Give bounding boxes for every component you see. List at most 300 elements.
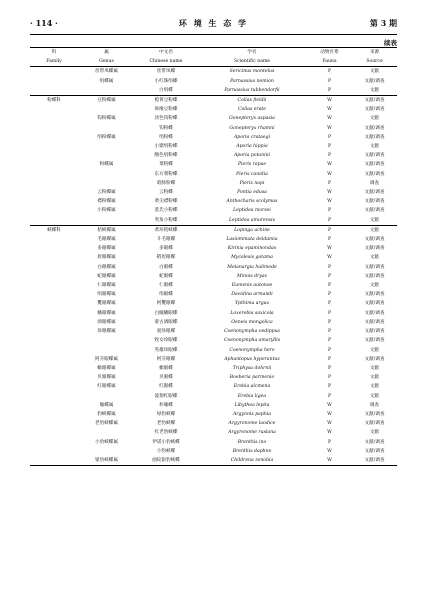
col-source-cn: 来源 xyxy=(352,48,397,58)
table-row xyxy=(30,364,397,373)
fauna-cell: P xyxy=(327,78,332,84)
scientific-name-cell: Melanargia halimede xyxy=(227,264,277,270)
family-cell xyxy=(30,327,78,336)
fauna-cell: P xyxy=(327,384,332,390)
scientific-name-cell: Pieris canidia xyxy=(236,171,268,177)
genus-cell: 襟粉蝶属 xyxy=(97,199,116,205)
source-cell: 文献/调查 xyxy=(364,319,385,325)
source-cell: 文献 xyxy=(369,365,380,371)
genus-cell: 矍眼蝶属 xyxy=(97,301,116,307)
genus-cell xyxy=(78,346,135,355)
chinese-name-cell: 红老豹蛱蝶 xyxy=(154,430,178,436)
scientific-name-cell: Gonepteryx rhamni xyxy=(229,125,275,131)
source-cell: 文献/调查 xyxy=(364,162,385,168)
table-row xyxy=(30,299,397,308)
genus-cell: 小豹蛱蝶属 xyxy=(95,439,118,445)
chinese-name-cell: 淡色钩粉蝶 xyxy=(154,116,178,122)
fauna-cell: P xyxy=(327,283,332,289)
chinese-name-cell: 阿芬眼蝶 xyxy=(156,356,176,362)
scientific-name-cell: Coenonympha amaryllis xyxy=(223,338,281,344)
family-cell xyxy=(30,206,78,215)
family-cell xyxy=(30,179,78,188)
genus-cell: 银豹蛱蝶属 xyxy=(78,456,135,466)
fauna-cell: W xyxy=(307,456,352,466)
table-row xyxy=(30,179,397,188)
genus-cell: 眉眼蝶属 xyxy=(97,255,116,261)
scientific-name-cell: Erebia alcmena xyxy=(233,384,271,390)
col-chinese-name-cn: 中文名 xyxy=(135,48,197,58)
chinese-name-cell: 英雄珍眼蝶 xyxy=(154,347,178,353)
genus-cell: 珍眼蝶属 xyxy=(97,329,116,335)
source-cell: 文献/调查 xyxy=(364,421,385,427)
chinese-name-cell: 仁眼蝶 xyxy=(159,283,173,289)
family-cell xyxy=(30,318,78,327)
table-row xyxy=(30,272,397,281)
table-row xyxy=(30,133,397,142)
genus-cell: 蟠眼蝶属 xyxy=(97,310,116,316)
source-cell: 文献/调查 xyxy=(364,134,385,140)
chinese-name-cell: 菜粉蝶 xyxy=(159,162,173,168)
genus-cell: 贝眼蝶属 xyxy=(97,375,116,381)
fauna-cell: W xyxy=(327,402,332,408)
scientific-name-cell: Lopinga achine xyxy=(197,225,307,235)
table-row xyxy=(30,336,397,345)
genus-cell xyxy=(78,142,135,151)
fauna-cell: W xyxy=(327,430,332,436)
chinese-name-cell: 绢眼蝶 xyxy=(159,292,173,298)
genus-cell: 蟾眼蝶属 xyxy=(97,365,116,371)
source-cell: 文献 xyxy=(369,87,380,93)
family-cell xyxy=(30,151,78,160)
source-cell: 文献/调查 xyxy=(364,125,385,131)
table-row xyxy=(30,346,397,355)
chinese-name-cell: 橙黄豆粉蝶 xyxy=(135,96,197,106)
chinese-name-cell: 绿豹蛱蝶 xyxy=(156,411,176,417)
scientific-name-cell: Minois dryas xyxy=(236,273,267,279)
source-cell: 文献 xyxy=(369,430,380,436)
genus-cell: 钩粉蝶属 xyxy=(97,116,116,122)
genus-cell xyxy=(78,392,135,401)
table-row xyxy=(30,373,397,382)
scientific-name-cell: Brenthis ino xyxy=(237,439,267,445)
source-cell: 文献/调查 xyxy=(364,78,385,84)
fauna-cell: W xyxy=(327,107,332,113)
table-row xyxy=(30,281,397,290)
chinese-name-cell: 暗脉粉蝶 xyxy=(156,180,176,186)
source-cell: 文献/调查 xyxy=(364,310,385,316)
scientific-name-cell: Aporia potanini xyxy=(233,153,271,159)
genus-cell: 红眼蝶属 xyxy=(97,384,116,390)
scientific-name-cell: Davidina armandi xyxy=(231,292,273,298)
scientific-name-cell: Parnassius tubbendorfii xyxy=(224,87,280,93)
family-cell xyxy=(30,124,78,133)
fauna-cell: P xyxy=(327,134,332,140)
scientific-name-cell: Brenthis daphne xyxy=(232,448,272,454)
genus-cell: 绢蝶属 xyxy=(99,78,114,84)
scientific-name-cell: Aporia crataegi xyxy=(233,134,271,140)
table-row xyxy=(30,197,397,206)
scientific-name-cell: Boeberia parmenio xyxy=(229,375,275,381)
fauna-cell: W xyxy=(327,125,332,131)
col-family-cn: 科 xyxy=(30,48,78,58)
scientific-name-cell: Argyronome ruslana xyxy=(228,430,276,436)
fauna-cell: P xyxy=(327,338,332,344)
chinese-name-cell: 小檗绢粉蝶 xyxy=(154,144,178,150)
chinese-name-cell: 老豹蛱蝶 xyxy=(156,421,176,427)
source-cell: 文献 xyxy=(369,375,380,381)
family-cell: 蛱蝶科 xyxy=(30,225,78,235)
table-row xyxy=(30,142,397,151)
scientific-name-cell: Erebia ligea xyxy=(237,393,267,399)
col-source-en: Source xyxy=(352,57,397,67)
scientific-name-cell: Coenonympha oedippus xyxy=(224,329,280,335)
chinese-name-cell: 小豹蛱蝶 xyxy=(156,448,176,454)
table-row xyxy=(30,67,397,77)
table-row xyxy=(30,419,397,428)
source-cell: 文献/调查 xyxy=(364,448,385,454)
fauna-cell: W xyxy=(327,255,332,261)
genus-cell xyxy=(78,151,135,160)
fauna-cell: W xyxy=(327,190,332,196)
scientific-name-cell: Lasiommata deidamia xyxy=(226,237,278,243)
fauna-cell: P xyxy=(327,153,332,159)
fauna-cell: W xyxy=(327,171,332,177)
scientific-name-cell: Kirinia epaminondas xyxy=(227,246,277,252)
fauna-cell: W xyxy=(327,448,332,454)
family-cell xyxy=(30,188,78,197)
table-row xyxy=(30,456,397,466)
fauna-cell: P xyxy=(327,439,332,445)
chinese-name-cell: 东方菜粉蝶 xyxy=(154,171,178,177)
scientific-name-cell: Parnassius nomion xyxy=(230,78,274,84)
genus-cell: 绢眼蝶属 xyxy=(97,292,116,298)
scientific-name-cell: Loxerebia saxicola xyxy=(230,310,274,316)
table-row xyxy=(30,124,397,133)
genus-cell: 蛇眼蝶属 xyxy=(97,273,116,279)
scientific-name-cell: Argyronome laodice xyxy=(228,421,276,427)
family-cell xyxy=(30,410,78,419)
family-cell xyxy=(30,392,78,401)
family-cell xyxy=(30,114,78,123)
chinese-name-cell: 小红珠绢蝶 xyxy=(154,78,178,84)
source-cell: 文献/调查 xyxy=(352,456,397,466)
header-rule xyxy=(30,34,397,35)
family-cell: 粉蝶科 xyxy=(30,96,78,106)
fauna-cell: P xyxy=(327,144,332,150)
genus-cell: 老豹蛱蝶属 xyxy=(95,421,118,427)
chinese-name-cell: 黄环秸蛱蝶 xyxy=(135,225,197,235)
scientific-name-cell: Sericinus montelus xyxy=(229,69,275,75)
family-cell xyxy=(30,86,78,96)
family-cell xyxy=(30,382,78,391)
fauna-cell: W xyxy=(327,246,332,252)
family-cell xyxy=(30,438,78,447)
family-cell xyxy=(30,428,78,437)
source-cell: 文献/调查 xyxy=(364,153,385,159)
fauna-cell: P xyxy=(307,225,352,235)
col-genus-cn: 属 xyxy=(78,48,135,58)
table-row xyxy=(30,438,397,447)
scientific-name-cell: Coenonympha hero xyxy=(229,347,275,353)
fauna-cell: W xyxy=(327,411,332,417)
family-cell xyxy=(30,281,78,290)
chinese-name-cell: 斗毛眼蝶 xyxy=(156,237,176,243)
chinese-name-cell: 波翅红眼蝶 xyxy=(154,393,178,399)
source-cell: 文献/调查 xyxy=(364,338,385,344)
source-cell: 文献 xyxy=(369,255,380,261)
scientific-name-cell: Triphysa dohrnii xyxy=(232,365,272,371)
genus-cell: 喙蝶属 xyxy=(99,402,114,408)
col-family-en: Family xyxy=(30,57,78,67)
source-cell: 文献 xyxy=(369,347,380,353)
chinese-name-cell: 蟾眼蝶 xyxy=(159,365,173,371)
chinese-name-cell: 曲纹银豹蛱蝶 xyxy=(135,456,197,466)
fauna-cell: W xyxy=(327,162,332,168)
scientific-name-cell: Childrena zenobia xyxy=(197,456,307,466)
scientific-name-cell: Ypthima argus xyxy=(235,301,269,307)
scientific-name-cell: Pontia edusa xyxy=(237,190,267,196)
table-row xyxy=(30,263,397,272)
source-cell: 文献 xyxy=(369,69,380,75)
genus-cell: 豹蛱蝶属 xyxy=(97,411,116,417)
fauna-cell: P xyxy=(327,273,332,279)
table-row xyxy=(30,206,397,215)
family-cell xyxy=(30,160,78,169)
genus-cell: 小粉蝶属 xyxy=(97,208,116,214)
source-cell: 调查 xyxy=(369,402,380,408)
table-row xyxy=(30,188,397,197)
family-cell xyxy=(30,272,78,281)
fauna-cell: P xyxy=(327,69,332,75)
scientific-name-cell: Argynnis paphia xyxy=(232,411,272,417)
chinese-name-cell: 稻眉眼蝶 xyxy=(156,255,176,261)
table-row xyxy=(30,428,397,437)
source-cell: 文献 xyxy=(369,393,380,399)
chinese-name-cell: 钩粉蝶 xyxy=(159,125,173,131)
family-cell xyxy=(30,263,78,272)
fauna-cell: P xyxy=(327,237,332,243)
family-cell xyxy=(30,456,78,466)
header-row-en xyxy=(30,57,397,67)
scientific-name-cell: Gonepteryx aspasia xyxy=(229,116,275,122)
family-cell xyxy=(30,244,78,253)
table-row xyxy=(30,151,397,160)
source-cell: 文献 xyxy=(369,116,380,122)
table-row xyxy=(30,96,397,106)
family-cell xyxy=(30,77,78,86)
scientific-name-cell: Colias fieldii xyxy=(197,96,307,106)
table-row xyxy=(30,447,397,456)
issue-number: 第 3 期 xyxy=(369,18,397,28)
scientific-name-cell: Leptidea morsei xyxy=(233,208,271,214)
table-row xyxy=(30,290,397,299)
genus-cell: 阿芬眼蝶属 xyxy=(95,356,118,362)
genus-cell: 丝带凤蝶属 xyxy=(95,69,118,75)
scientific-name-cell: Leptidea amurensis xyxy=(229,217,275,223)
fauna-cell: W xyxy=(327,116,332,122)
scientific-name-cell: Aporia hippia xyxy=(236,144,268,150)
table-row xyxy=(30,401,397,410)
genus-cell xyxy=(78,447,135,456)
source-cell: 文献/调查 xyxy=(364,292,385,298)
genus-cell xyxy=(78,428,135,437)
table-row xyxy=(30,244,397,253)
fauna-cell: P xyxy=(327,180,332,186)
col-scientific-name-cn: 学名 xyxy=(197,48,307,58)
source-cell: 文献/调查 xyxy=(364,439,385,445)
chinese-name-cell: 黄尖襟粉蝶 xyxy=(154,199,178,205)
table-row xyxy=(30,253,397,262)
source-cell: 文献/调查 xyxy=(364,264,385,270)
chinese-name-cell: 朴喙蝶 xyxy=(159,402,173,408)
scientific-name-cell: Pieris rapae xyxy=(237,162,267,168)
family-cell xyxy=(30,105,78,114)
genus-cell: 秸蛱蝶属 xyxy=(78,225,135,235)
fauna-cell: P xyxy=(327,87,332,93)
chinese-name-cell: 酪色绢粉蝶 xyxy=(154,153,178,159)
scientific-name-cell: Aphantopus hyperantus xyxy=(224,356,280,362)
table-continued-label: 续表 xyxy=(384,39,397,47)
chinese-name-cell: 斑缘豆粉蝶 xyxy=(154,107,178,113)
scientific-name-cell: Libythea lepita xyxy=(234,402,270,408)
fauna-cell: P xyxy=(327,292,332,298)
family-cell xyxy=(30,142,78,151)
scientific-name-cell: Anthocharis scolymus xyxy=(226,199,278,205)
fauna-cell: P xyxy=(327,329,332,335)
source-cell: 文献 xyxy=(369,384,380,390)
col-fauna-en: Fauna xyxy=(307,57,352,67)
fauna-cell: W xyxy=(327,421,332,427)
chinese-name-cell: 多眼蝶 xyxy=(159,246,173,252)
genus-cell: 酒眼蝶属 xyxy=(97,319,116,325)
table-row xyxy=(30,160,397,169)
genus-cell: 毛眼蝶属 xyxy=(97,237,116,243)
source-cell: 文献/调查 xyxy=(364,246,385,252)
table-row xyxy=(30,225,397,235)
family-cell xyxy=(30,346,78,355)
family-cell xyxy=(30,235,78,244)
family-cell xyxy=(30,364,78,373)
fauna-cell: P xyxy=(327,347,332,353)
table-row xyxy=(30,410,397,419)
chinese-name-cell: 牧女珍眼蝶 xyxy=(154,338,178,344)
genus-cell: 多眼蝶属 xyxy=(97,246,116,252)
table-body xyxy=(30,67,397,466)
family-cell xyxy=(30,447,78,456)
table-row xyxy=(30,170,397,179)
chinese-name-cell: 爱珍眼蝶 xyxy=(156,329,176,335)
fauna-cell: P xyxy=(327,319,332,325)
fauna-cell: P xyxy=(327,301,332,307)
chinese-name-cell: 突角小粉蝶 xyxy=(154,217,178,223)
family-cell xyxy=(30,401,78,410)
scientific-name-cell: Oeneis mongolica xyxy=(231,319,273,325)
genus-cell xyxy=(78,336,135,345)
running-header xyxy=(30,18,397,32)
fauna-cell: P xyxy=(327,365,332,371)
table-row xyxy=(30,105,397,114)
genus-cell xyxy=(78,216,135,226)
genus-cell: 豆粉蝶属 xyxy=(78,96,135,106)
fauna-cell: W xyxy=(327,199,332,205)
chinese-name-cell: 丝带凤蝶 xyxy=(156,69,176,75)
chinese-name-cell: 蒙古酒眼蝶 xyxy=(154,319,178,325)
table-row xyxy=(30,382,397,391)
journal-title: 环 境 生 态 学 xyxy=(178,18,249,28)
fauna-cell: P xyxy=(327,375,332,381)
family-cell xyxy=(30,197,78,206)
chinese-name-cell: 阿矍眼蝶 xyxy=(156,301,176,307)
table-row xyxy=(30,355,397,364)
genus-cell xyxy=(78,124,135,133)
source-cell: 文献/调查 xyxy=(364,199,385,205)
fauna-cell: P xyxy=(327,393,332,399)
scientific-name-cell: Pieris napi xyxy=(239,180,265,186)
table-row xyxy=(30,318,397,327)
page-number: · 114 · xyxy=(30,18,58,28)
source-cell: 文献/调查 xyxy=(352,96,397,106)
family-cell xyxy=(30,299,78,308)
chinese-name-cell: 白绢蝶 xyxy=(159,87,173,93)
header-row-cn xyxy=(30,48,397,58)
fauna-cell: P xyxy=(327,264,332,270)
source-cell: 文献/调查 xyxy=(364,329,385,335)
chinese-name-cell: 白瞳蟠眼蝶 xyxy=(154,310,178,316)
genus-cell xyxy=(78,86,135,96)
source-cell: 文献/调查 xyxy=(364,107,385,113)
family-cell xyxy=(30,133,78,142)
family-cell xyxy=(30,170,78,179)
chinese-name-cell: 贝眼蝶 xyxy=(159,375,173,381)
col-scientific-name-en: Scientific name xyxy=(197,57,307,67)
fauna-cell: P xyxy=(327,217,332,223)
chinese-name-cell: 红眼蝶 xyxy=(159,384,173,390)
genus-cell: 粉蝶属 xyxy=(99,162,114,168)
source-cell: 文献/调查 xyxy=(364,237,385,243)
genus-cell: 绢粉蝶属 xyxy=(97,134,116,140)
source-cell: 文献 xyxy=(369,283,380,289)
family-cell xyxy=(30,253,78,262)
table-row xyxy=(30,235,397,244)
chinese-name-cell: 伊诺小豹蛱蝶 xyxy=(152,439,180,445)
chinese-name-cell: 莫氏小粉蝶 xyxy=(154,208,178,214)
family-cell xyxy=(30,355,78,364)
source-cell: 文献/调查 xyxy=(364,190,385,196)
genus-cell: 仁眼蝶属 xyxy=(97,283,116,289)
species-table xyxy=(30,47,397,466)
table-row xyxy=(30,216,397,226)
scientific-name-cell: Mycalesis gotama xyxy=(231,255,273,261)
fauna-cell: P xyxy=(327,208,332,214)
genus-cell: 白眼蝶属 xyxy=(97,264,116,270)
scientific-name-cell: Eumenis autonoe xyxy=(231,283,273,289)
family-cell xyxy=(30,309,78,318)
source-cell: 文献/调查 xyxy=(364,411,385,417)
family-cell xyxy=(30,216,78,226)
source-cell: 文献/调查 xyxy=(364,208,385,214)
family-cell xyxy=(30,67,78,77)
family-cell xyxy=(30,336,78,345)
col-genus-en: Genus xyxy=(78,57,135,67)
chinese-name-cell: 云粉蝶 xyxy=(159,190,173,196)
genus-cell xyxy=(78,179,135,188)
genus-cell xyxy=(78,170,135,179)
source-cell: 调查 xyxy=(369,180,380,186)
table-row xyxy=(30,392,397,401)
chinese-name-cell: 白眼蝶 xyxy=(159,264,173,270)
family-cell xyxy=(30,290,78,299)
source-cell: 文献/调查 xyxy=(364,273,385,279)
